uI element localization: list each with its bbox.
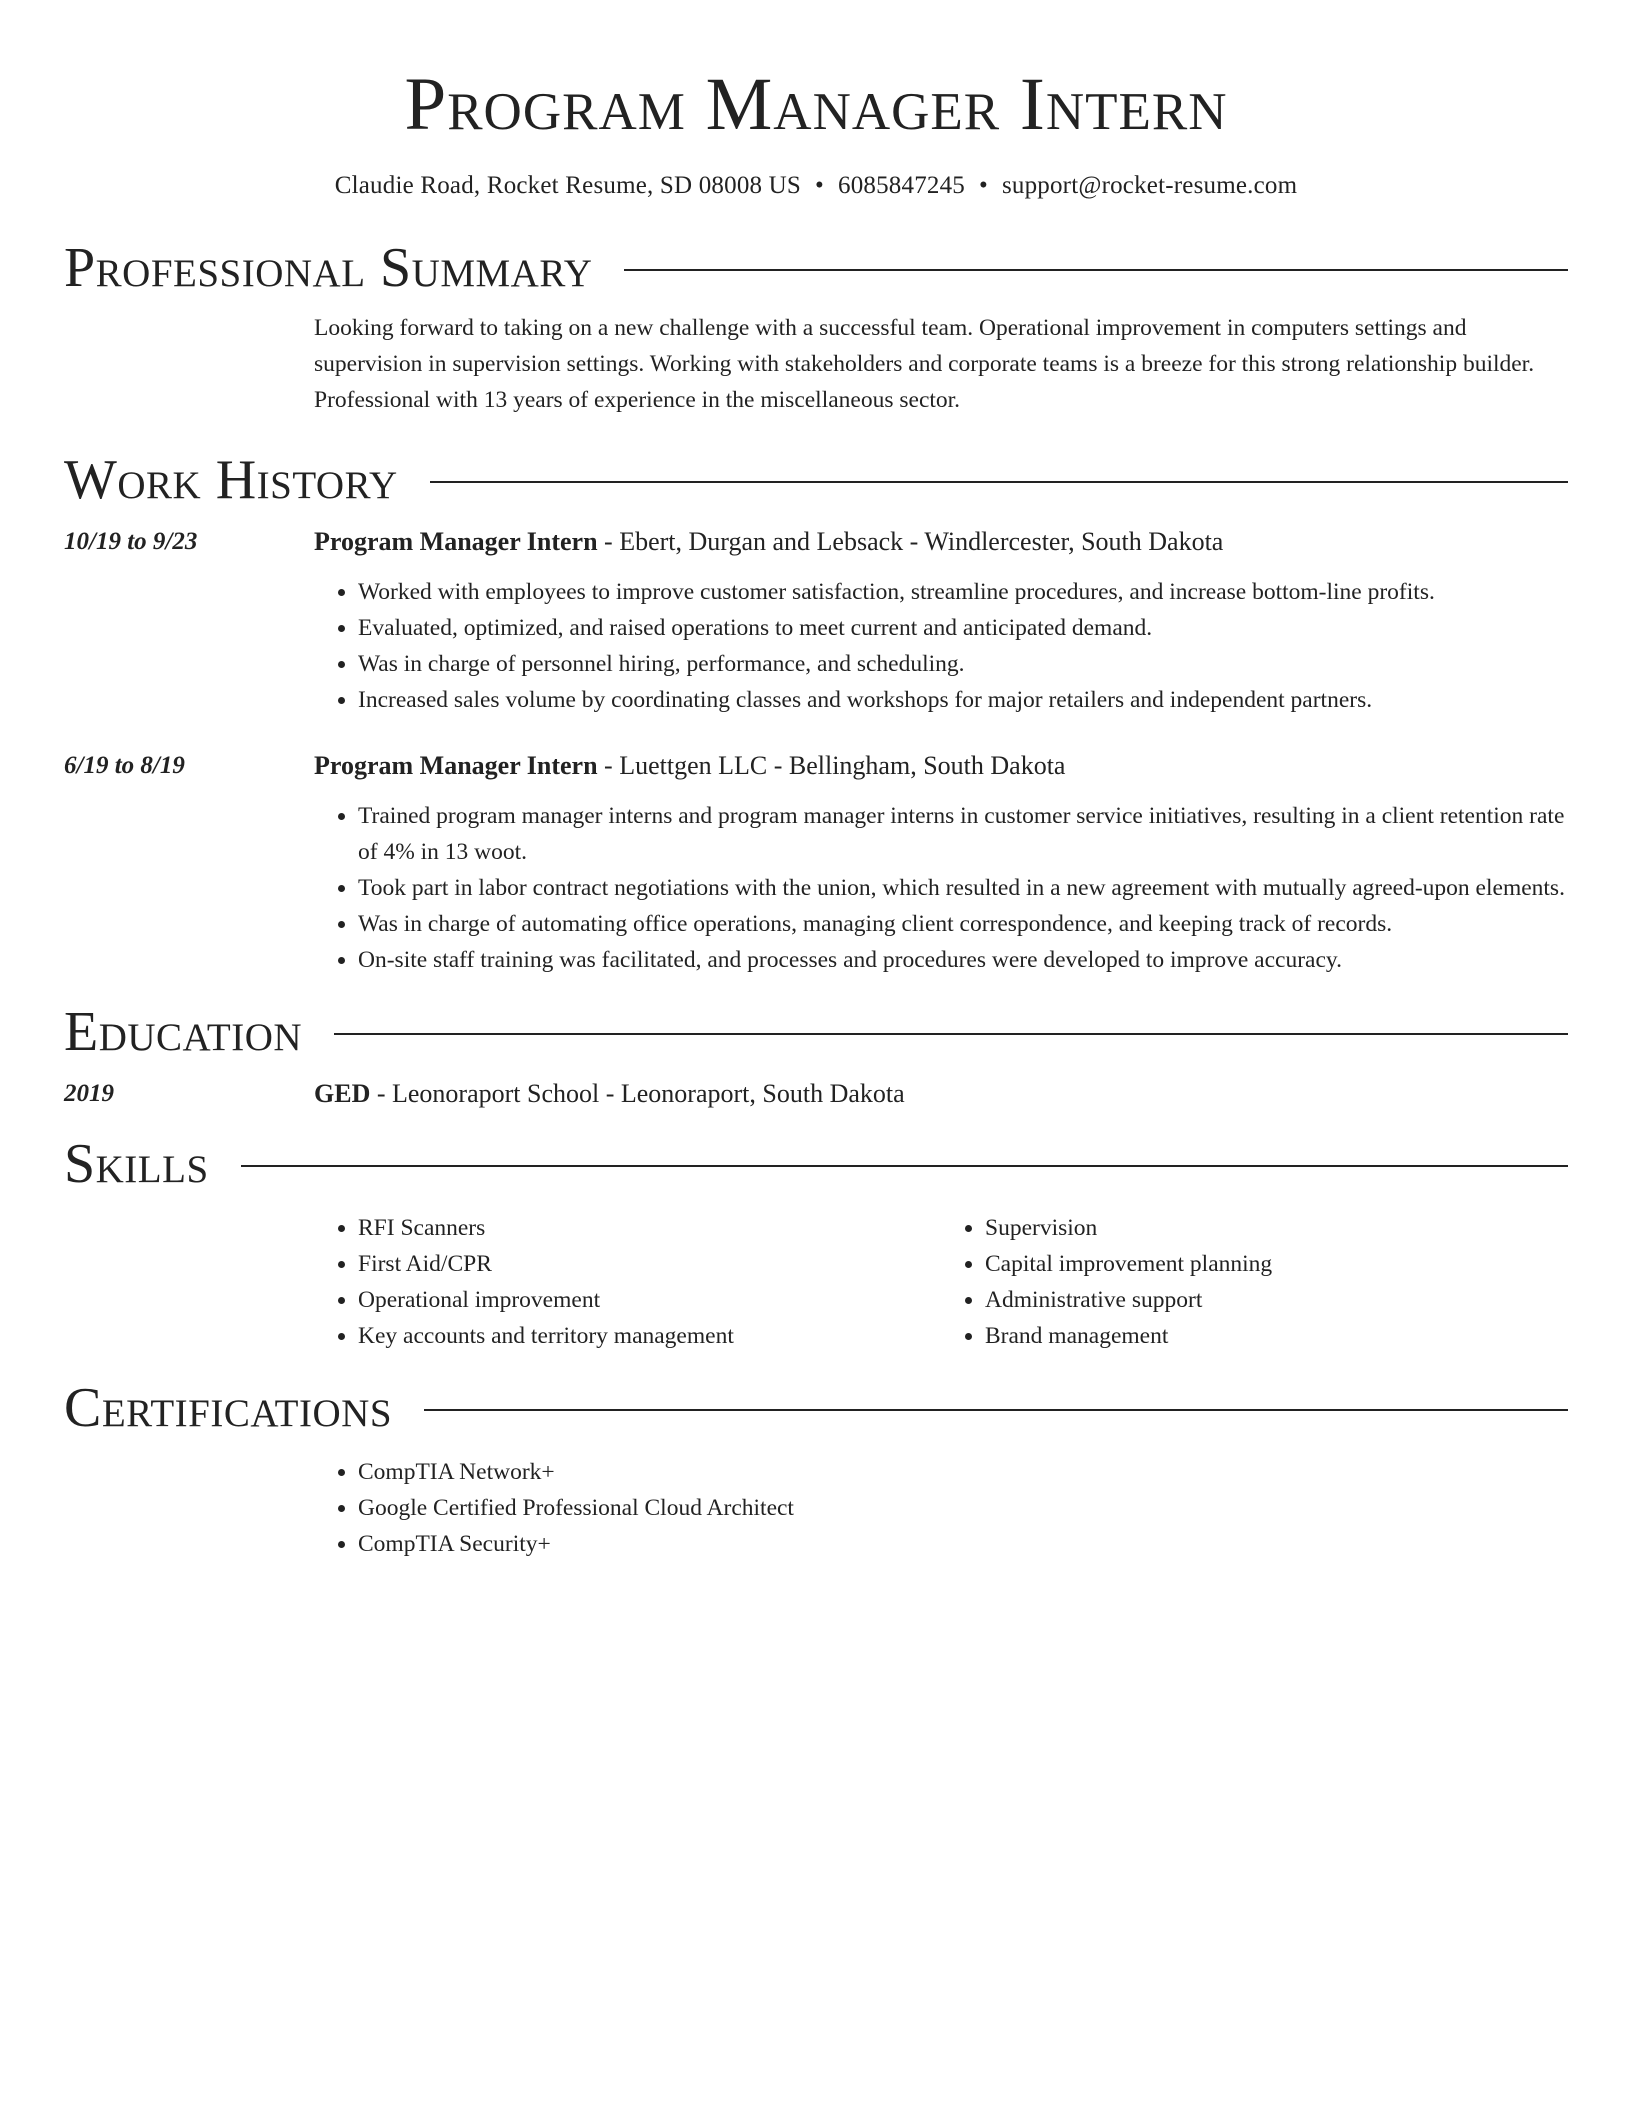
list-item: • On-site staff training was facilitated, and processes and procedures were developed to improve accuracy.: [358, 942, 1568, 978]
certifications-section-header: [64, 1376, 1568, 1440]
section-divider: [424, 1409, 1568, 1411]
list-item: • Was in charge of personnel hiring, performance, and scheduling.: [358, 646, 1568, 682]
degree: GED: [314, 1079, 371, 1108]
job-details: - Ebert, Durgan and Lebsack - Windlercester, South Dakota: [597, 527, 1224, 556]
education-entry: [64, 1078, 1568, 1110]
list-item: • Key accounts and territory management: [358, 1318, 941, 1354]
section-divider: [334, 1033, 1568, 1035]
list-item: • Brand management: [985, 1318, 1568, 1354]
section-divider: [624, 269, 1568, 271]
job-entry: [64, 750, 1568, 978]
list-item: • Evaluated, optimized, and raised operations to meet current and anticipated demand.: [358, 610, 1568, 646]
skills-section-header: [64, 1132, 1568, 1196]
job-dates: 6/19 to 8/19: [64, 752, 185, 779]
certifications-block: [314, 1454, 1568, 1562]
job-details: - Luettgen LLC - Bellingham, South Dakota: [597, 751, 1066, 780]
list-item: • CompTIA Network+: [358, 1454, 1568, 1490]
school-details: - Leonoraport School - Leonoraport, South Dakota: [370, 1079, 905, 1108]
email: support@rocket-resume.com: [1001, 172, 1298, 199]
phone: 6085847245: [838, 172, 965, 199]
list-item: • RFI Scanners: [358, 1210, 941, 1246]
summary-text: Looking forward to taking on a new challenge with a successful team. Operational improvement in computers settings and supervision in supervision settings. Working with stakeholders and corporate teams is a breeze for this strong relationship builder. Professional with 13 years of experience in the miscellaneous sector.: [314, 315, 1535, 413]
list-item: • Google Certified Professional Cloud Architect: [358, 1490, 1568, 1526]
list-item: • Operational improvement: [358, 1282, 941, 1318]
education-headline: [314, 1078, 1568, 1110]
contact-separator: •: [979, 172, 988, 199]
section-title: Education: [64, 1001, 303, 1063]
list-item: • Supervision: [985, 1210, 1568, 1246]
job-dates: 10/19 to 9/23: [64, 528, 198, 555]
skills-list-right: [941, 1210, 1568, 1354]
list-item: • Worked with employees to improve customer satisfaction, streamline procedures, and increase bottom-line profits.: [358, 574, 1568, 610]
summary-block: [314, 310, 1568, 418]
section-title: Skills: [64, 1133, 209, 1195]
education-year: 2019: [64, 1080, 114, 1107]
list-item: • Capital improvement planning: [985, 1246, 1568, 1282]
summary-section-header: [64, 236, 1568, 300]
job-headline: [314, 526, 1568, 558]
job-bullets: [314, 798, 1568, 978]
section-divider: [241, 1165, 1568, 1167]
certifications-list: [314, 1454, 1568, 1562]
list-item: • Administrative support: [985, 1282, 1568, 1318]
job-role: Program Manager Intern: [314, 527, 598, 556]
list-item: • Trained program manager interns and program manager interns in customer service initiatives, resulting in a client retention rate of 4% in 13 woot.: [358, 798, 1568, 870]
job-role: Program Manager Intern: [314, 751, 598, 780]
section-divider: [430, 481, 1568, 483]
address: Claudie Road, Rocket Resume, SD 08008 US: [334, 172, 802, 199]
education-section-header: [64, 1000, 1568, 1064]
section-title: Certifications: [64, 1377, 393, 1439]
job-entry: [64, 526, 1568, 718]
list-item: • Increased sales volume by coordinating classes and workshops for major retailers and independent partners.: [358, 682, 1568, 718]
contact-line: [64, 170, 1568, 202]
list-item: • Took part in labor contract negotiations with the union, which resulted in a new agreement with mutually agreed-upon elements.: [358, 870, 1568, 906]
section-title: Work History: [64, 449, 398, 511]
section-title: Professional Summary: [64, 237, 593, 299]
candidate-name: Program Manager Intern: [404, 63, 1228, 146]
list-item: • CompTIA Security+: [358, 1526, 1568, 1562]
list-item: • First Aid/CPR: [358, 1246, 941, 1282]
skills-list-left: [314, 1210, 941, 1354]
skills-block: [314, 1210, 1568, 1354]
job-bullets: [314, 574, 1568, 718]
contact-separator: •: [815, 172, 824, 199]
list-item: • Was in charge of automating office operations, managing client correspondence, and keeping track of records.: [358, 906, 1568, 942]
job-headline: [314, 750, 1568, 782]
work-section-header: [64, 448, 1568, 512]
